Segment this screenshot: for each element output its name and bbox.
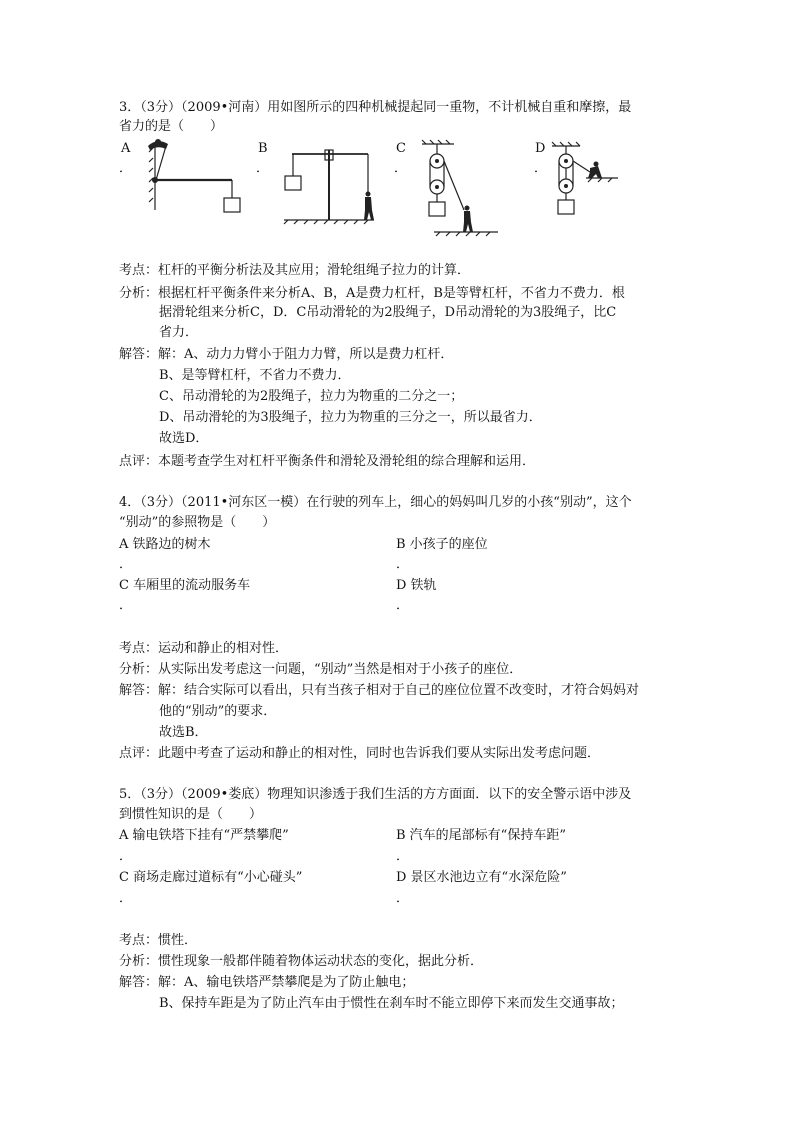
q4-title-line1: 4．（3分）（2011•河东区一模）在行驶的列车上，细心的妈妈叫几岁的小孩“别动”，这个 <box>119 495 632 510</box>
q3-fig-dot-a: ． <box>119 161 133 176</box>
q4-option-a: A 铁路边的树木 <box>119 537 211 552</box>
q3-title-line1: 3．（3分）（2009•河南）用如图所示的四种机械提起同一重物，不计机械自重和摩擦，最 <box>119 100 632 115</box>
q3-kaodian: 考点：杠杆的平衡分析法及其应用；滑轮组绳子拉力的计算． <box>119 263 471 278</box>
q5-title-line1: 5．（3分）（2009•娄底）物理知识渗透于我们生活的方方面面．以下的安全警示语中涉及 <box>119 787 632 802</box>
q5-title-line2: 到惯性知识的是（ ） <box>119 807 263 822</box>
q3-jieda-line3: C、吊动滑轮的为2股绳子，拉力为物重的二分之一； <box>159 389 464 404</box>
q4-title-line2: “别动”的参照物是（ ） <box>119 515 276 530</box>
q3-fenxi-line3: 省力． <box>159 325 199 340</box>
q3-figure-a <box>140 140 245 220</box>
q5-kaodian: 考点：惯性． <box>119 933 198 948</box>
q4-jieda-line3: 故选B． <box>159 725 208 740</box>
q3-figure-c <box>420 142 500 234</box>
q3-fenxi-line1: 分析：根据杠杆平衡条件来分析A、B，A是费力杠杆，B是等臂杠杆，不省力不费力．根 <box>119 286 625 301</box>
q3-fig-label-d: D <box>535 141 546 156</box>
q5-option-d-dot: ． <box>396 891 410 906</box>
q4-option-c: C 车厢里的流动服务车 <box>119 578 251 593</box>
q3-jieda-line5: 故选D． <box>159 431 209 446</box>
q4-jieda-line1: 解答：解：结合实际可以看出，只有当孩子相对于自己的座位位置不改变时，才符合妈妈对 <box>119 683 640 698</box>
q4-option-a-dot: ． <box>119 557 133 572</box>
q5-option-d: D 景区水池边立有“水深危险” <box>396 870 567 885</box>
q5-option-a: A 输电铁塔下挂有“严禁攀爬” <box>119 828 289 843</box>
q5-option-c-dot: ． <box>119 891 133 906</box>
q4-option-b-dot: ． <box>396 557 410 572</box>
q3-jieda-line2: B、是等臂杠杆，不省力不费力． <box>159 368 351 383</box>
q3-dianping: 点评：本题考查学生对杠杆平衡条件和滑轮及滑轮组的综合理解和运用． <box>119 454 536 469</box>
q5-option-c: C 商场走廊过道标有“小心碰头” <box>119 870 303 885</box>
q3-figure-d <box>552 144 622 236</box>
q3-title-line2: 省力的是（ ） <box>119 119 224 134</box>
q4-option-b: B 小孩子的座位 <box>396 537 488 552</box>
q3-figure-b <box>282 142 382 224</box>
q4-jieda-line2: 他的“别动”的要求． <box>159 704 277 719</box>
q5-jieda-line2: B、保持车距是为了防止汽车由于惯性在刹车时不能立即停下来而发生交通事故； <box>159 996 624 1011</box>
q3-fig-dot-b: ． <box>256 161 270 176</box>
q5-fenxi: 分析：惯性现象一般都伴随着物体运动状态的变化，据此分析． <box>119 954 484 969</box>
q3-fig-label-b: B <box>258 141 268 156</box>
q3-fig-dot-c: ． <box>394 161 408 176</box>
q4-fenxi: 分析：从实际出发考虑这一问题，“别动”当然是相对于小孩子的座位． <box>119 662 523 677</box>
q4-option-c-dot: ． <box>119 598 133 613</box>
q3-jieda-line4: D、吊动滑轮的为3股绳子，拉力为物重的三分之一，所以最省力． <box>159 410 542 425</box>
q5-option-a-dot: ． <box>119 849 133 864</box>
q4-option-d: D 铁轨 <box>396 578 437 593</box>
q3-fig-dot-d: ． <box>534 161 548 176</box>
q3-jieda-line1: 解答：解：A、动力力臂小于阻力力臂，所以是费力杠杆． <box>119 347 454 362</box>
q4-kaodian: 考点：运动和静止的相对性． <box>119 641 289 656</box>
q3-fig-label-c: C <box>396 141 406 156</box>
q4-dianping: 点评：此题中考查了运动和静止的相对性，同时也告诉我们要从实际出发考虑问题． <box>119 746 601 761</box>
q5-jieda-line1: 解答：解：A、输电铁塔严禁攀爬是为了防止触电； <box>119 975 415 990</box>
q3-fig-label-a: A <box>121 141 131 156</box>
q3-fenxi-line2: 据滑轮组来分析C，D．C吊动滑轮的为2股绳子，D吊动滑轮的为3股绳子，比C <box>159 305 617 320</box>
q4-option-d-dot: ． <box>396 598 410 613</box>
q5-option-b-dot: ． <box>396 849 410 864</box>
q5-option-b: B 汽车的尾部标有“保持车距” <box>396 828 566 843</box>
